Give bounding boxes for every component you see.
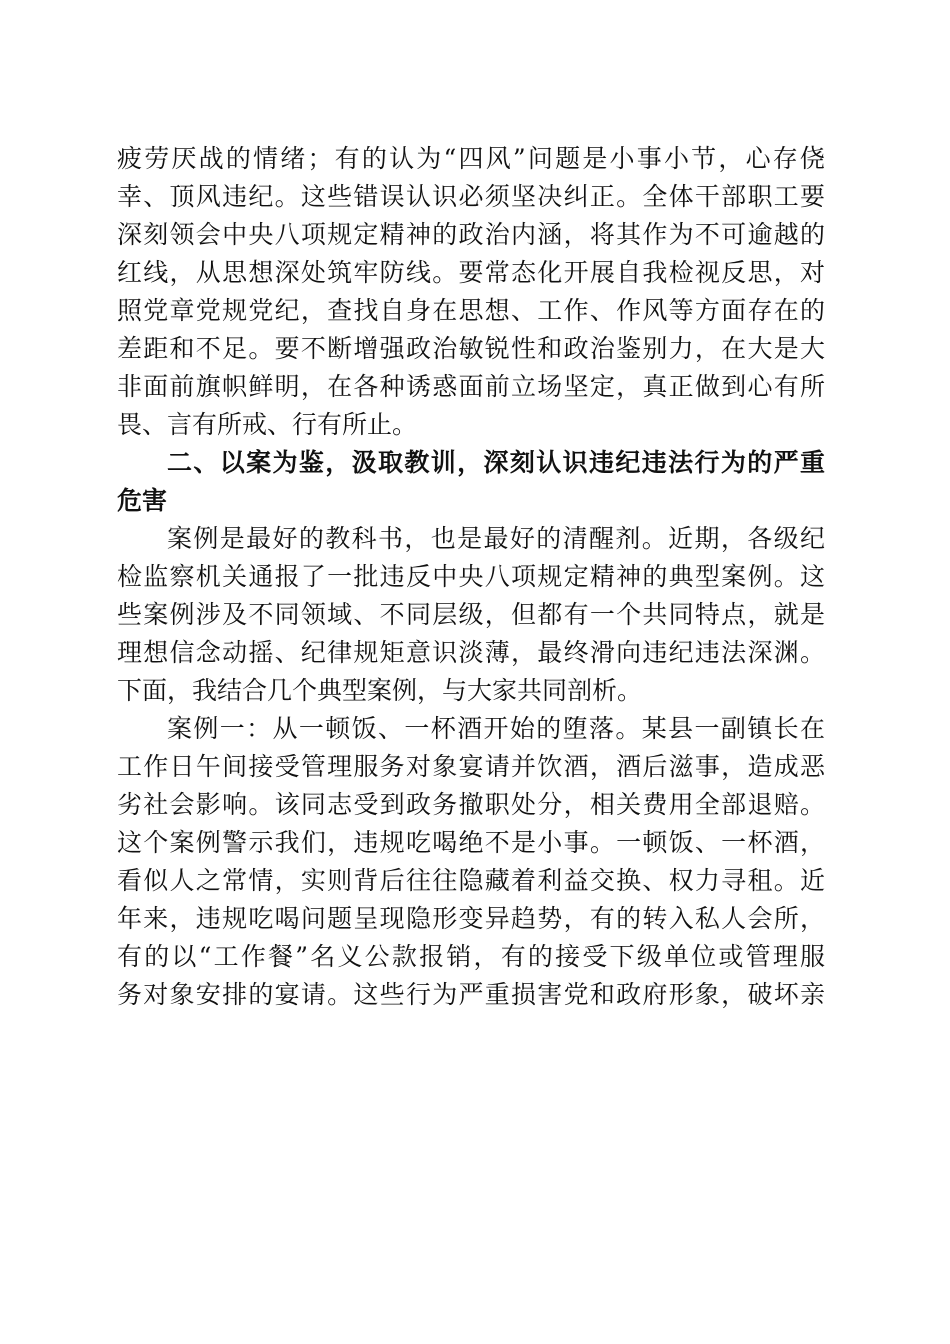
section-heading: 二、以案为鉴，汲取教训，深刻认识违纪违法行为的严重	[167, 448, 825, 477]
section-heading: 危害	[117, 486, 168, 515]
text-line: 疲劳厌战的情绪；有的认为“四风”问题是小事小节，心存侥	[117, 144, 825, 173]
text-line: 有的以“工作餐”名义公款报销，有的接受下级单位或管理服	[117, 942, 825, 971]
text-line: 年来，违规吃喝问题呈现隐形变异趋势，有的转入私人会所，	[117, 904, 825, 933]
text-line: 下面，我结合几个典型案例，与大家共同剖析。	[117, 676, 643, 705]
text-line: 幸、顶风违纪。这些错误认识必须坚决纠正。全体干部职工要	[117, 182, 825, 211]
text-line: 非面前旗帜鲜明，在各种诱惑面前立场坚定，真正做到心有所	[117, 372, 825, 401]
text-line: 劣社会影响。该同志受到政务撤职处分，相关费用全部退赔。	[117, 790, 825, 819]
text-line: 理想信念动摇、纪律规矩意识淡薄，最终滑向违纪违法深渊。	[117, 638, 825, 667]
text-line: 案例是最好的教科书，也是最好的清醒剂。近期，各级纪	[167, 524, 825, 553]
document-page	[117, 140, 825, 1014]
text-line: 检监察机关通报了一批违反中央八项规定精神的典型案例。这	[117, 562, 825, 591]
text-line: 工作日午间接受管理服务对象宴请并饮酒，酒后滋事，造成恶	[117, 752, 825, 781]
text-line: 差距和不足。要不断增强政治敏锐性和政治鉴别力，在大是大	[117, 334, 825, 363]
text-line: 些案例涉及不同领域、不同层级，但都有一个共同特点，就是	[117, 600, 825, 629]
text-line: 深刻领会中央八项规定精神的政治内涵，将其作为不可逾越的	[117, 220, 825, 249]
text-line: 看似人之常情，实则背后往往隐藏着利益交换、权力寻租。近	[117, 866, 825, 895]
text-line: 红线，从思想深处筑牢防线。要常态化开展自我检视反思，对	[117, 258, 825, 287]
text-line: 畏、言有所戒、行有所止。	[117, 410, 418, 439]
text-line: 务对象安排的宴请。这些行为严重损害党和政府形象，破坏亲	[117, 980, 825, 1009]
text-line: 这个案例警示我们，违规吃喝绝不是小事。一顿饭、一杯酒，	[117, 828, 825, 857]
text-line: 照党章党规党纪，查找自身在思想、工作、作风等方面存在的	[117, 296, 825, 325]
text-line: 案例一：从一顿饭、一杯酒开始的堕落。某县一副镇长在	[167, 714, 825, 743]
